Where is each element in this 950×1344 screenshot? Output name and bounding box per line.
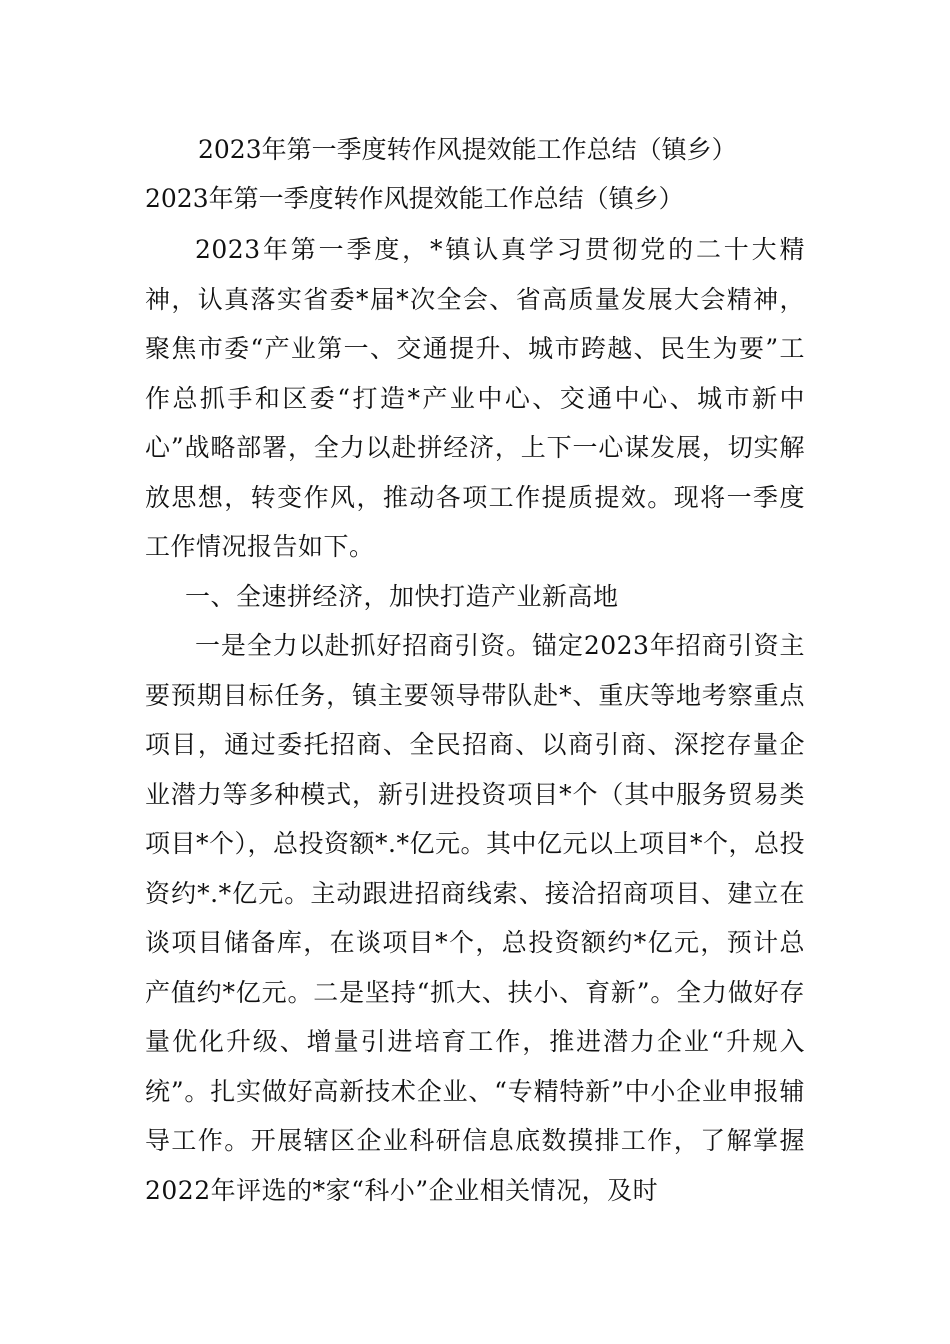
document-title: 2023年第一季度转作风提效能工作总结（镇乡）	[198, 135, 737, 164]
intro-paragraph: 2023年第一季度，*镇认真学习贯彻党的二十大精神，认真落实省委*届*次全会、省高质量发展大会精神，聚焦市委“产业第一、交通提升、城市跨越、民生为要”工作总抓手和区委“打造*产业中心、交通中心、城市新中心”战略部署，全力以赴拼经济，上下一心谋发展，切实解放思想，转变作风，推动各项工作提质提效。现将一季度工作情况报告如下。	[145, 235, 805, 561]
section-paragraph: 一是全力以赴抓好招商引资。锚定2023年招商引资主要预期目标任务，镇主要领导带队赴*、重庆等地考察重点项目，通过委托招商、全民招商、以商引商、深挖存量企业潜力等多种模式，新引进投资项目*个（其中服务贸易类项目*个），总投资额*.*亿元。其中亿元以上项目*个，总投资约*.*亿元。主动跟进招商线索、接洽招商项目、建立在谈项目储备库，在谈项目*个，总投资额约*亿元，预计总产值约*亿元。二是坚持“抓大、扶小、育新”。全力做好存量优化升级、增量引进培育工作，推进潜力企业“升规入统”。扎实做好高新技术企业、“专精特新”中小企业申报辅导工作。开展辖区企业科研信息底数摸排工作，了解掌握2022年评选的*家“科小”企业相关情况，及时	[145, 631, 805, 1205]
document-subtitle: 2023年第一季度转作风提效能工作总结（镇乡）	[145, 184, 684, 213]
section-heading: 一、全速拼经济，加快打造产业新高地	[185, 581, 619, 611]
document-body	[145, 225, 805, 1215]
